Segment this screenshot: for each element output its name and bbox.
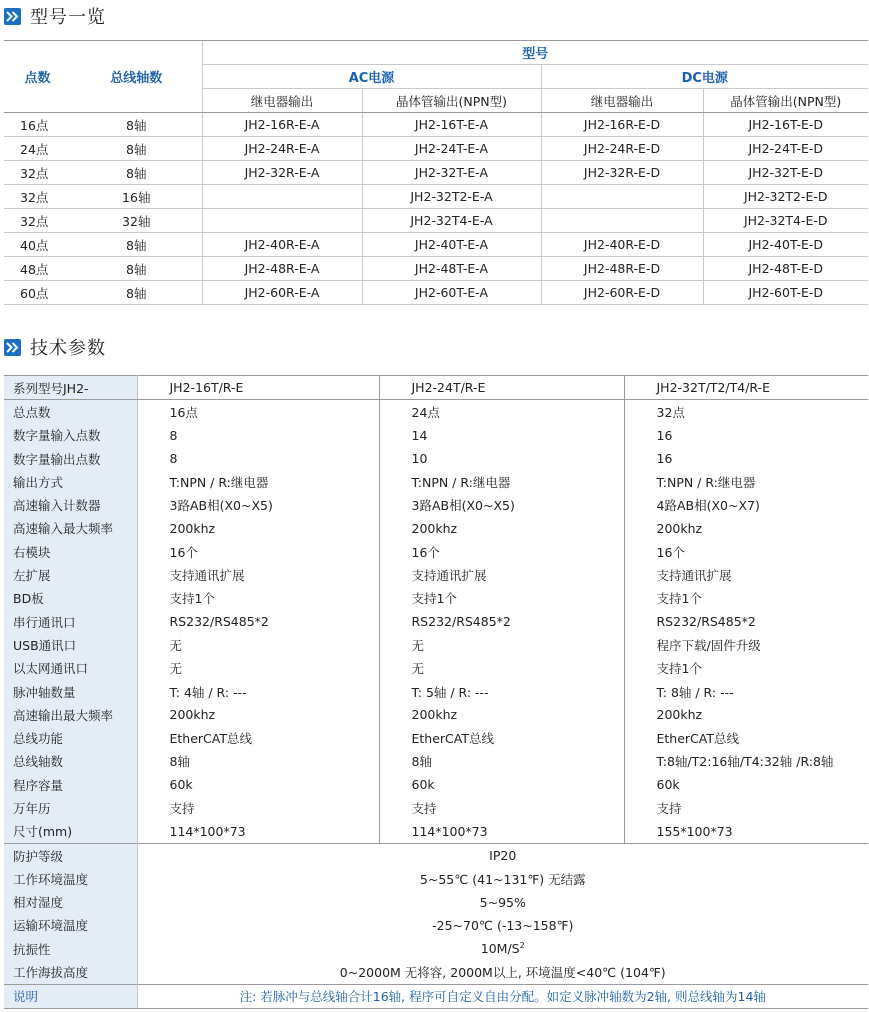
header-model: 型号 [202, 41, 868, 65]
spec-common-value-text: -25~70℃ (-13~158℉) [432, 917, 574, 933]
table-row [4, 703, 868, 726]
cell-axes: 32轴 [71, 209, 202, 233]
cell-axes: 16轴 [71, 185, 202, 209]
cell-dc-relay: JH2-40R-E-D [541, 233, 703, 257]
cell-ac-transistor: JH2-16T-E-A [362, 113, 541, 137]
table-row [4, 400, 868, 424]
table-row [4, 185, 868, 209]
table-row [4, 587, 868, 610]
spec-value-c1: RS232/RS485*2 [169, 614, 269, 630]
model-section-title [4, 4, 106, 28]
cell-ac-transistor: JH2-32T4-E-A [362, 209, 541, 233]
note-label: 说明 [4, 984, 137, 1008]
spec-common-value [137, 937, 868, 960]
spec-value-c2: 114*100*73 [379, 820, 624, 844]
spec-label: 数字量输出点数 [4, 447, 137, 470]
spec-common-value [137, 960, 868, 984]
spec-label: 串行通讯口 [4, 610, 137, 633]
spec-common-value-text: 5~95% [479, 894, 526, 910]
table-row [4, 633, 868, 656]
spec-label: 相对湿度 [4, 891, 137, 914]
cell-ac-relay: JH2-40R-E-A [202, 233, 362, 257]
table-row [4, 960, 868, 984]
spec-label: 万年历 [4, 796, 137, 819]
header-dc-relay: 继电器输出 [541, 89, 703, 113]
note-text: 注: 若脉冲与总线轴合计16轴, 程序可自定义自由分配。如定义脉冲轴数为2轴, 则总线轴为14轴 [137, 984, 868, 1008]
spec-label: 以太网通讯口 [4, 657, 137, 680]
spec-value-c3: RS232/RS485*2 [624, 610, 868, 633]
spec-value-c3: 16个 [624, 540, 868, 563]
spec-header-row [4, 376, 868, 400]
cell-ac-transistor: JH2-40T-E-A [362, 233, 541, 257]
spec-value-c1: 无 [169, 637, 183, 653]
table-row [4, 914, 868, 937]
spec-value-c2: RS232/RS485*2 [379, 610, 624, 633]
spec-label: 输出方式 [4, 470, 137, 493]
spec-value-c2: 200khz [379, 517, 624, 540]
spec-value-c2: T:NPN / R:继电器 [379, 470, 624, 493]
table-row [4, 680, 868, 703]
spec-label: 工作海拔高度 [4, 960, 137, 984]
table-row [4, 540, 868, 563]
spec-header-c2: JH2-24T/R-E [379, 376, 624, 400]
table-row [4, 113, 868, 137]
spec-value-c3: T:8轴/T2:16轴/T4:32轴 /R:8轴 [624, 750, 868, 773]
table-row [4, 843, 868, 867]
cell-points: 16点 [4, 113, 71, 137]
spec-value-c1: 支持通讯扩展 [169, 568, 245, 584]
cell-dc-transistor: JH2-32T2-E-D [703, 185, 868, 209]
spec-value-c2: 8轴 [379, 750, 624, 773]
spec-value-c1: 3路AB相(X0~X5) [169, 498, 273, 514]
spec-value-c3: 200khz [624, 703, 868, 726]
spec-label: 总线功能 [4, 726, 137, 749]
header-dc-transistor: 晶体管输出(NPN型) [703, 89, 868, 113]
spec-value-c3: 32点 [624, 400, 868, 424]
spec-label: BD板 [4, 587, 137, 610]
spec-header-label: 系列型号JH2- [4, 376, 137, 400]
spec-value-c1: 8 [169, 427, 178, 443]
spec-value-c2: 支持1个 [379, 587, 624, 610]
spec-label: 总线轴数 [4, 750, 137, 773]
table-row [4, 447, 868, 470]
spec-value-c2: 10 [379, 447, 624, 470]
cell-axes: 8轴 [71, 281, 202, 305]
spec-value-c1: 16个 [169, 544, 198, 560]
cell-axes: 8轴 [71, 161, 202, 185]
spec-header-c1: JH2-16T/R-E [137, 376, 379, 400]
spec-section-title [4, 335, 106, 359]
spec-value-c2: 16个 [379, 540, 624, 563]
cell-dc-transistor: JH2-48T-E-D [703, 257, 868, 281]
cell-dc-transistor: JH2-24T-E-D [703, 137, 868, 161]
cell-ac-transistor: JH2-24T-E-A [362, 137, 541, 161]
table-row [4, 937, 868, 960]
spec-common-value [137, 891, 868, 914]
header-dc: DC电源 [541, 65, 868, 89]
table-row [4, 657, 868, 680]
cell-axes: 8轴 [71, 137, 202, 161]
table-row [4, 820, 868, 844]
table-row [4, 137, 868, 161]
spec-label: 高速输入计数器 [4, 493, 137, 516]
spec-common-value [137, 843, 868, 867]
spec-common-value-text: 0~2000M 无将容, 2000M以上, 环境温度<40℃ (104℉) [339, 965, 666, 981]
spec-value-c3: 支持 [624, 796, 868, 819]
spec-label: 防护等级 [4, 843, 137, 867]
spec-label: 总点数 [4, 400, 137, 424]
spec-value-c1: 8 [169, 451, 178, 467]
spec-table [4, 375, 868, 1009]
spec-label: 运输环境温度 [4, 914, 137, 937]
table-row [4, 891, 868, 914]
spec-value-c3: 4路AB相(X0~X7) [624, 493, 868, 516]
spec-value-c1: 200khz [169, 520, 216, 536]
spec-label: 抗振性 [4, 937, 137, 960]
cell-dc-relay: JH2-32R-E-D [541, 161, 703, 185]
model-table [4, 40, 868, 305]
table-row [4, 610, 868, 633]
spec-value-c1: 支持 [169, 800, 195, 816]
table-row [4, 517, 868, 540]
cell-axes: 8轴 [71, 257, 202, 281]
spec-value-c3: 60k [624, 773, 868, 796]
spec-value-c1: 无 [169, 661, 183, 677]
spec-header-c3: JH2-32T/T2/T4/R-E [624, 376, 868, 400]
cell-ac-relay [202, 209, 362, 233]
spec-value-c1: 60k [169, 777, 193, 793]
spec-value-c2: EtherCAT总线 [379, 726, 624, 749]
cell-ac-transistor: JH2-48T-E-A [362, 257, 541, 281]
spec-value-c2: 无 [379, 633, 624, 656]
header-ac-transistor: 晶体管输出(NPN型) [362, 89, 541, 113]
spec-label: 尺寸(mm) [4, 820, 137, 844]
spec-common-value [137, 867, 868, 890]
table-row [4, 257, 868, 281]
cell-dc-relay: JH2-60R-E-D [541, 281, 703, 305]
spec-value-c1: EtherCAT总线 [169, 731, 252, 747]
table-row [4, 233, 868, 257]
spec-value-c3: EtherCAT总线 [624, 726, 868, 749]
spec-common-value [137, 914, 868, 937]
cell-ac-transistor: JH2-32T2-E-A [362, 185, 541, 209]
spec-value-c3: 200khz [624, 517, 868, 540]
spec-value-c3: 支持通讯扩展 [624, 563, 868, 586]
table-row [4, 470, 868, 493]
spec-value-c3: T:NPN / R:继电器 [624, 470, 868, 493]
spec-label: 程序容量 [4, 773, 137, 796]
cell-ac-relay [202, 185, 362, 209]
cell-ac-relay: JH2-60R-E-A [202, 281, 362, 305]
table-row [4, 493, 868, 516]
spec-value-c3: T: 8轴 / R: --- [624, 680, 868, 703]
spec-value-c1: 200khz [169, 707, 216, 723]
spec-value-c3: 程序下载/固件升级 [624, 633, 868, 656]
cell-dc-transistor: JH2-40T-E-D [703, 233, 868, 257]
model-section-heading: 型号一览 [30, 7, 106, 28]
note-row [4, 984, 868, 1008]
cell-points: 40点 [4, 233, 71, 257]
spec-value-c3: 支持1个 [624, 657, 868, 680]
spec-value-c1: T: 4轴 / R: --- [169, 684, 247, 700]
spec-value-c3: 155*100*73 [624, 820, 868, 844]
cell-dc-relay: JH2-16R-E-D [541, 113, 703, 137]
header-ac-relay: 继电器输出 [202, 89, 362, 113]
spec-label: 右模块 [4, 540, 137, 563]
cell-ac-transistor: JH2-60T-E-A [362, 281, 541, 305]
header-points: 点数 [4, 41, 71, 113]
spec-label: 高速输出最大频率 [4, 703, 137, 726]
table-row [4, 726, 868, 749]
table-row [4, 750, 868, 773]
spec-value-c2: 3路AB相(X0~X5) [379, 493, 624, 516]
cell-dc-relay [541, 185, 703, 209]
table-row [4, 281, 868, 305]
spec-value-c1: 16点 [169, 404, 198, 420]
spec-value-c2: 60k [379, 773, 624, 796]
cell-dc-relay [541, 209, 703, 233]
cell-ac-relay: JH2-32R-E-A [202, 161, 362, 185]
cell-dc-relay: JH2-48R-E-D [541, 257, 703, 281]
cell-points: 32点 [4, 209, 71, 233]
spec-value-c1: 支持1个 [169, 591, 215, 607]
cell-ac-transistor: JH2-32T-E-A [362, 161, 541, 185]
header-axes: 总线轴数 [71, 41, 202, 113]
double-chevron-right-icon [4, 8, 21, 25]
cell-ac-relay: JH2-24R-E-A [202, 137, 362, 161]
table-row [4, 563, 868, 586]
table-row [4, 773, 868, 796]
cell-points: 32点 [4, 161, 71, 185]
superscript: 2 [519, 941, 525, 951]
spec-section-heading: 技术参数 [30, 338, 106, 359]
cell-points: 24点 [4, 137, 71, 161]
cell-ac-relay: JH2-16R-E-A [202, 113, 362, 137]
cell-dc-transistor: JH2-32T-E-D [703, 161, 868, 185]
spec-common-value-text: 10M/S [480, 941, 520, 957]
spec-common-value-text: IP20 [489, 848, 517, 864]
double-chevron-right-icon [4, 339, 21, 356]
spec-label: 左扩展 [4, 563, 137, 586]
table-row [4, 161, 868, 185]
spec-value-c1: 114*100*73 [169, 823, 246, 839]
table-row [4, 867, 868, 890]
cell-dc-transistor: JH2-16T-E-D [703, 113, 868, 137]
spec-label: 数字量输入点数 [4, 424, 137, 447]
cell-dc-transistor: JH2-60T-E-D [703, 281, 868, 305]
spec-value-c2: 200khz [379, 703, 624, 726]
spec-value-c3: 16 [624, 447, 868, 470]
spec-value-c1: 8轴 [169, 754, 190, 770]
header-ac: AC电源 [202, 65, 541, 89]
spec-label: USB通讯口 [4, 633, 137, 656]
spec-value-c2: 支持 [379, 796, 624, 819]
cell-dc-transistor: JH2-32T4-E-D [703, 209, 868, 233]
spec-label: 工作环境温度 [4, 867, 137, 890]
spec-common-value-text: 5~55℃ (41~131℉) 无结露 [419, 871, 586, 887]
spec-value-c2: 24点 [379, 400, 624, 424]
spec-value-c2: 支持通讯扩展 [379, 563, 624, 586]
spec-value-c3: 16 [624, 424, 868, 447]
cell-ac-relay: JH2-48R-E-A [202, 257, 362, 281]
spec-value-c3: 支持1个 [624, 587, 868, 610]
spec-value-c2: 14 [379, 424, 624, 447]
table-row [4, 424, 868, 447]
table-row [4, 209, 868, 233]
spec-label: 高速输入最大频率 [4, 517, 137, 540]
spec-value-c1: T:NPN / R:继电器 [169, 474, 269, 490]
spec-value-c2: 无 [379, 657, 624, 680]
cell-axes: 8轴 [71, 233, 202, 257]
spec-label: 脉冲轴数量 [4, 680, 137, 703]
cell-points: 48点 [4, 257, 71, 281]
table-row [4, 796, 868, 819]
cell-axes: 8轴 [71, 113, 202, 137]
cell-points: 60点 [4, 281, 71, 305]
cell-points: 32点 [4, 185, 71, 209]
cell-dc-relay: JH2-24R-E-D [541, 137, 703, 161]
spec-value-c2: T: 5轴 / R: --- [379, 680, 624, 703]
